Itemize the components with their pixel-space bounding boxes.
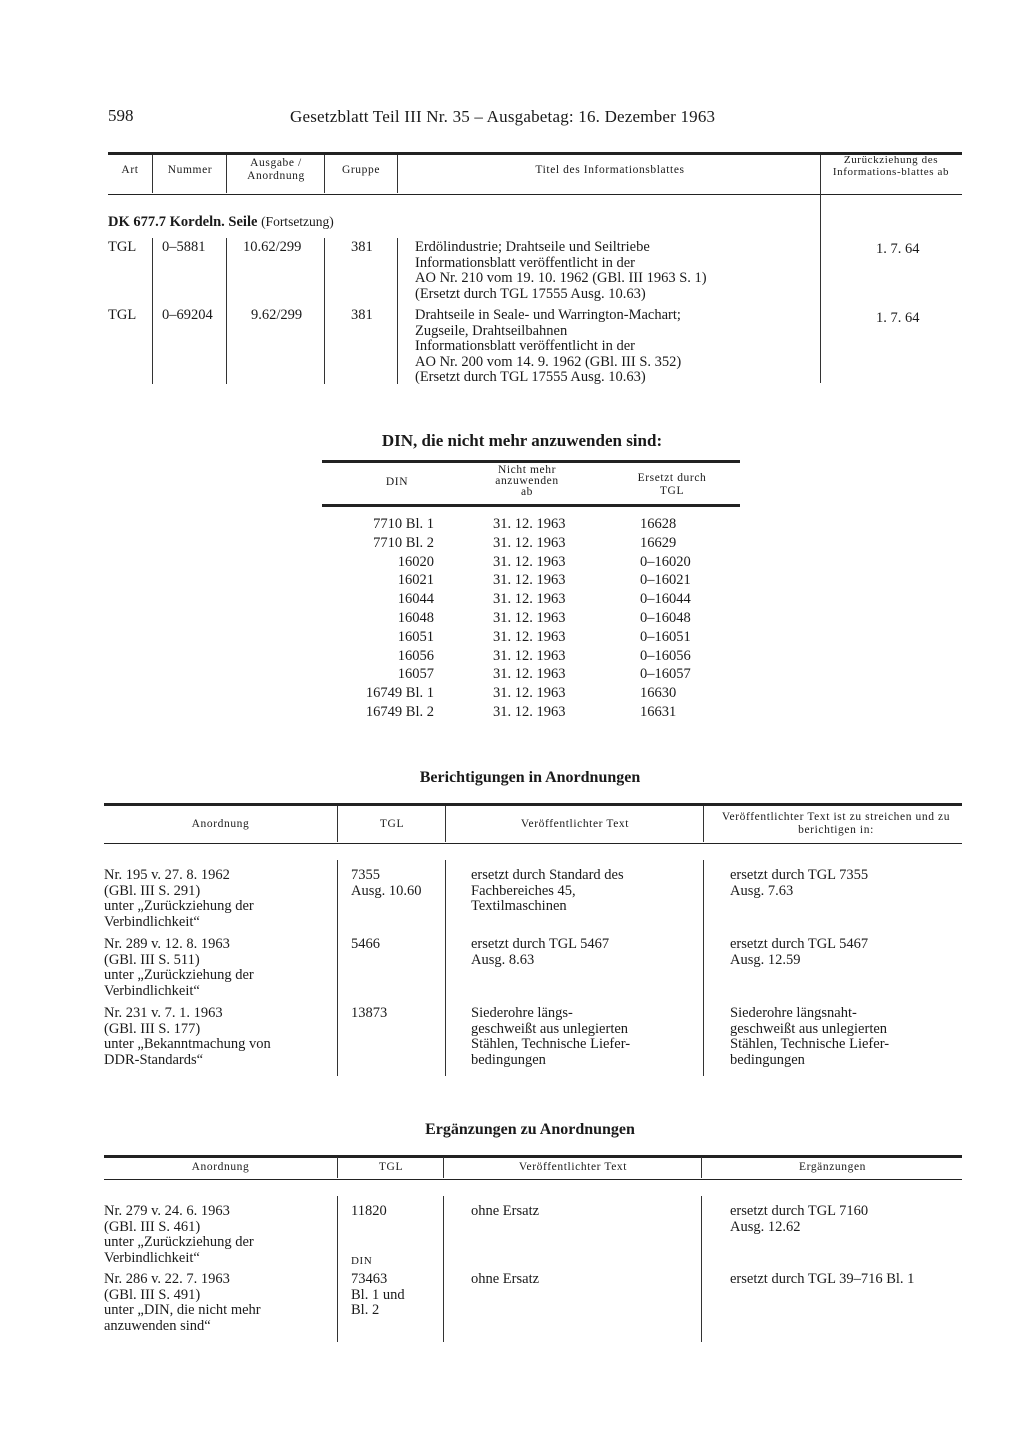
din-row-din: 7710 Bl. 1	[373, 516, 434, 532]
ber-row3-anordnung: Nr. 231 v. 7. 1. 1963 (GBl. III S. 177) unter „Bekanntmachung von DDR-Standards“	[104, 1005, 271, 1068]
erg-top-rule	[104, 1155, 962, 1158]
din-row-date: 31. 12. 1963	[493, 534, 566, 551]
table1-body-divider	[226, 238, 227, 384]
ber-top-rule	[104, 803, 962, 806]
ber-col-anordnung: Anordnung	[191, 818, 250, 830]
table1-row2-zurueck: 1. 7. 64	[876, 310, 920, 326]
din-row-din: 16048	[397, 610, 434, 626]
din-col-din: DIN	[385, 476, 409, 488]
din-section-title: DIN, die nicht mehr anzuwenden sind:	[381, 431, 663, 450]
ber-row1-text: ersetzt durch Standard des Fachbereiches 45, Textilmaschinen	[471, 867, 624, 914]
din-row-date: 31. 12. 1963	[493, 572, 566, 589]
erg-divider	[443, 1157, 444, 1178]
din-row-ersetzt: 0–16057	[640, 666, 691, 683]
din-row-date: 31. 12. 1963	[493, 647, 566, 664]
ber-body-divider	[337, 860, 338, 1076]
erg-row2-text: ohne Ersatz	[471, 1271, 540, 1287]
din-row-ersetzt: 16628	[640, 516, 677, 532]
ber-col-berichtigt: Veröffentlichter Text ist zu streichen und zu berichtigen in:	[721, 811, 951, 836]
din-row-date: 31. 12. 1963	[493, 610, 566, 626]
din-row-din: 16021	[397, 572, 434, 589]
erg-row1-text: ohne Ersatz	[471, 1203, 540, 1219]
erg-col-ergaenzung: Ergänzungen	[798, 1161, 867, 1173]
din-row-date: 31. 12. 1963	[493, 591, 566, 608]
erg-divider	[701, 1157, 702, 1178]
erg-din-label: DIN	[351, 1255, 373, 1267]
din-row-ersetzt: 0–16044	[640, 591, 691, 608]
table1-col-nummer: Nummer	[167, 164, 213, 176]
table1-divider	[152, 155, 153, 193]
din-row-din: 16020	[397, 553, 434, 570]
erg-col-tgl: TGL	[378, 1161, 404, 1173]
din-row-din: 16051	[397, 628, 434, 645]
table1-body-divider	[324, 238, 325, 384]
table1-body-divider	[397, 238, 398, 384]
din-top-rule	[322, 460, 740, 463]
din-row-date: 31. 12. 1963	[493, 516, 566, 532]
din-row-din: 16749 Bl. 2	[365, 704, 434, 720]
table1-header-rule	[108, 194, 962, 195]
section-label-text: DK 677.7 Kordeln. Seile	[108, 214, 258, 230]
erg-row1-anordnung: Nr. 279 v. 24. 6. 1963 (GBl. III S. 461) unter „Zurückziehung der Verbindlichkeit“	[104, 1203, 254, 1266]
erg-row1-tgl: 11820	[351, 1203, 387, 1219]
table1-row1-titel: Erdölindustrie; Drahtseile und Seiltriebe Informationsblatt veröffentlicht in der AO Nr. 210 vom 19. 10. 1962 (GBl. III 1963 S. 1) (Ersetzt durch TGL 17555 Ausg. 10.63)	[415, 239, 707, 302]
ber-row3-tgl: 13873	[351, 1005, 388, 1021]
din-row-date: 31. 12. 1963	[493, 704, 566, 720]
ber-row2-tgl: 5466	[351, 936, 380, 952]
table1-divider	[324, 155, 325, 193]
din-row-date: 31. 12. 1963	[493, 553, 566, 570]
ber-body-divider	[445, 860, 446, 1076]
section-label-suffix: (Fortsetzung)	[261, 214, 334, 229]
ber-body-divider	[703, 860, 704, 1076]
table1-col-titel: Titel des Informationsblattes	[535, 164, 685, 176]
table1-row2-titel: Drahtseile in Seale- und Warrington-Machart; Zugseile, Drahtseilbahnen Informationsblatt veröffentlicht in der AO Nr. 200 vom 14. 9. 1962 (GBl. III S. 352) (Ersetzt durch TGL 17555 Ausg. 10.63)	[415, 307, 682, 385]
din-row-din: 16056	[397, 647, 434, 664]
erg-row2-tgl: 73463 Bl. 1 und Bl. 2	[351, 1271, 405, 1318]
ber-col-text: Veröffentlichter Text	[520, 818, 630, 830]
erg-row2-ergaenzung: ersetzt durch TGL 39–716 Bl. 1	[730, 1271, 915, 1287]
table1-row1-zurueck: 1. 7. 64	[876, 241, 920, 257]
page-number: 598	[108, 106, 134, 125]
din-row-ersetzt: 0–16020	[640, 553, 691, 570]
erg-header-rule	[104, 1179, 962, 1180]
table1-row2-nummer: 0–69204	[162, 307, 213, 323]
erg-body-divider	[443, 1196, 444, 1342]
din-row-ersetzt: 0–16051	[640, 628, 691, 645]
ber-row3-berichtigt: Siederohre längsnaht- geschweißt aus unlegierten Stählen, Technische Liefer- bedingungen	[730, 1005, 890, 1068]
din-row-ersetzt: 16629	[640, 534, 677, 551]
table1-body-divider	[152, 238, 153, 384]
din-row-date: 31. 12. 1963	[493, 666, 566, 683]
erg-divider	[337, 1157, 338, 1178]
erg-col-anordnung: Anordnung	[191, 1161, 250, 1173]
din-row-din: 7710 Bl. 2	[373, 534, 434, 551]
table1-row2-gruppe: 381	[351, 307, 373, 323]
ber-divider	[337, 806, 338, 842]
din-row-ersetzt: 0–16056	[640, 647, 691, 664]
table1-col-gruppe: Gruppe	[341, 164, 381, 176]
table1-row1-gruppe: 381	[351, 239, 373, 255]
table1-row2-art: TGL	[108, 307, 137, 323]
din-row-din: 16057	[397, 666, 434, 683]
din-row-din: 16749 Bl. 1	[365, 685, 434, 702]
table1-section-label	[108, 214, 334, 231]
table1-col-art: Art	[121, 164, 139, 176]
ergaenzungen-title: Ergänzungen zu Anordnungen	[425, 1121, 635, 1138]
din-row-ersetzt: 0–16021	[640, 572, 691, 589]
ber-row3-text: Siederohre längs- geschweißt aus unlegierten Stählen, Technische Liefer- bedingungen	[471, 1005, 631, 1068]
berichtigungen-title: Berichtigungen in Anordnungen	[419, 769, 641, 786]
din-row-date: 31. 12. 1963	[493, 685, 566, 702]
din-col-ersetzt: Ersetzt durch TGL	[637, 472, 707, 497]
din-row-din: 16044	[397, 591, 434, 608]
page-header-title: Gesetzblatt Teil III Nr. 35 – Ausgabetag: 16. Dezember 1963	[290, 107, 716, 126]
ber-divider	[445, 806, 446, 842]
table1-divider	[397, 155, 398, 193]
erg-row2-anordnung: Nr. 286 v. 22. 7. 1963 (GBl. III S. 491) unter „DIN, die nicht mehr anzuwenden sind“	[104, 1271, 261, 1334]
ber-row1-berichtigt: ersetzt durch TGL 7355 Ausg. 7.63	[730, 867, 869, 899]
erg-row1-ergaenzung: ersetzt durch TGL 7160 Ausg. 12.62	[730, 1203, 869, 1235]
din-row-date: 31. 12. 1963	[493, 628, 566, 645]
din-header-rule	[322, 504, 740, 507]
din-col-nicht-mehr: Nicht mehr anzuwenden ab	[495, 464, 559, 498]
table1-row1-ausgabe: 10.62/299	[243, 239, 302, 255]
ber-row2-anordnung: Nr. 289 v. 12. 8. 1963 (GBl. III S. 511) unter „Zurückziehung der Verbindlichkeit“	[104, 936, 254, 999]
din-row-ersetzt: 16630	[640, 685, 677, 702]
ber-row2-berichtigt: ersetzt durch TGL 5467 Ausg. 12.59	[730, 936, 869, 968]
table1-row2-ausgabe: 9.62/299	[251, 307, 303, 323]
ber-row1-tgl: 7355 Ausg. 10.60	[351, 867, 422, 899]
ber-row1-anordnung: Nr. 195 v. 27. 8. 1962 (GBl. III S. 291) unter „Zurückziehung der Verbindlichkeit“	[104, 867, 254, 930]
table1-row1-nummer: 0–5881	[162, 239, 206, 255]
table1-col-ausgabe: Ausgabe / Anordnung	[247, 157, 305, 182]
table1-divider	[820, 155, 821, 383]
ber-col-tgl: TGL	[379, 818, 405, 830]
din-row-ersetzt: 16631	[640, 704, 677, 720]
erg-body-divider	[337, 1196, 338, 1342]
erg-body-divider	[701, 1196, 702, 1342]
ber-divider	[703, 806, 704, 842]
ber-header-rule	[104, 843, 962, 844]
ber-row2-text: ersetzt durch TGL 5467 Ausg. 8.63	[471, 936, 610, 968]
table1-col-zurueckziehung: Zurückziehung des Informations-blattes ab	[832, 154, 950, 178]
table1-row1-art: TGL	[108, 239, 137, 255]
erg-col-text: Veröffentlichter Text	[518, 1161, 628, 1173]
din-row-ersetzt: 0–16048	[640, 610, 691, 626]
table1-divider	[226, 155, 227, 193]
